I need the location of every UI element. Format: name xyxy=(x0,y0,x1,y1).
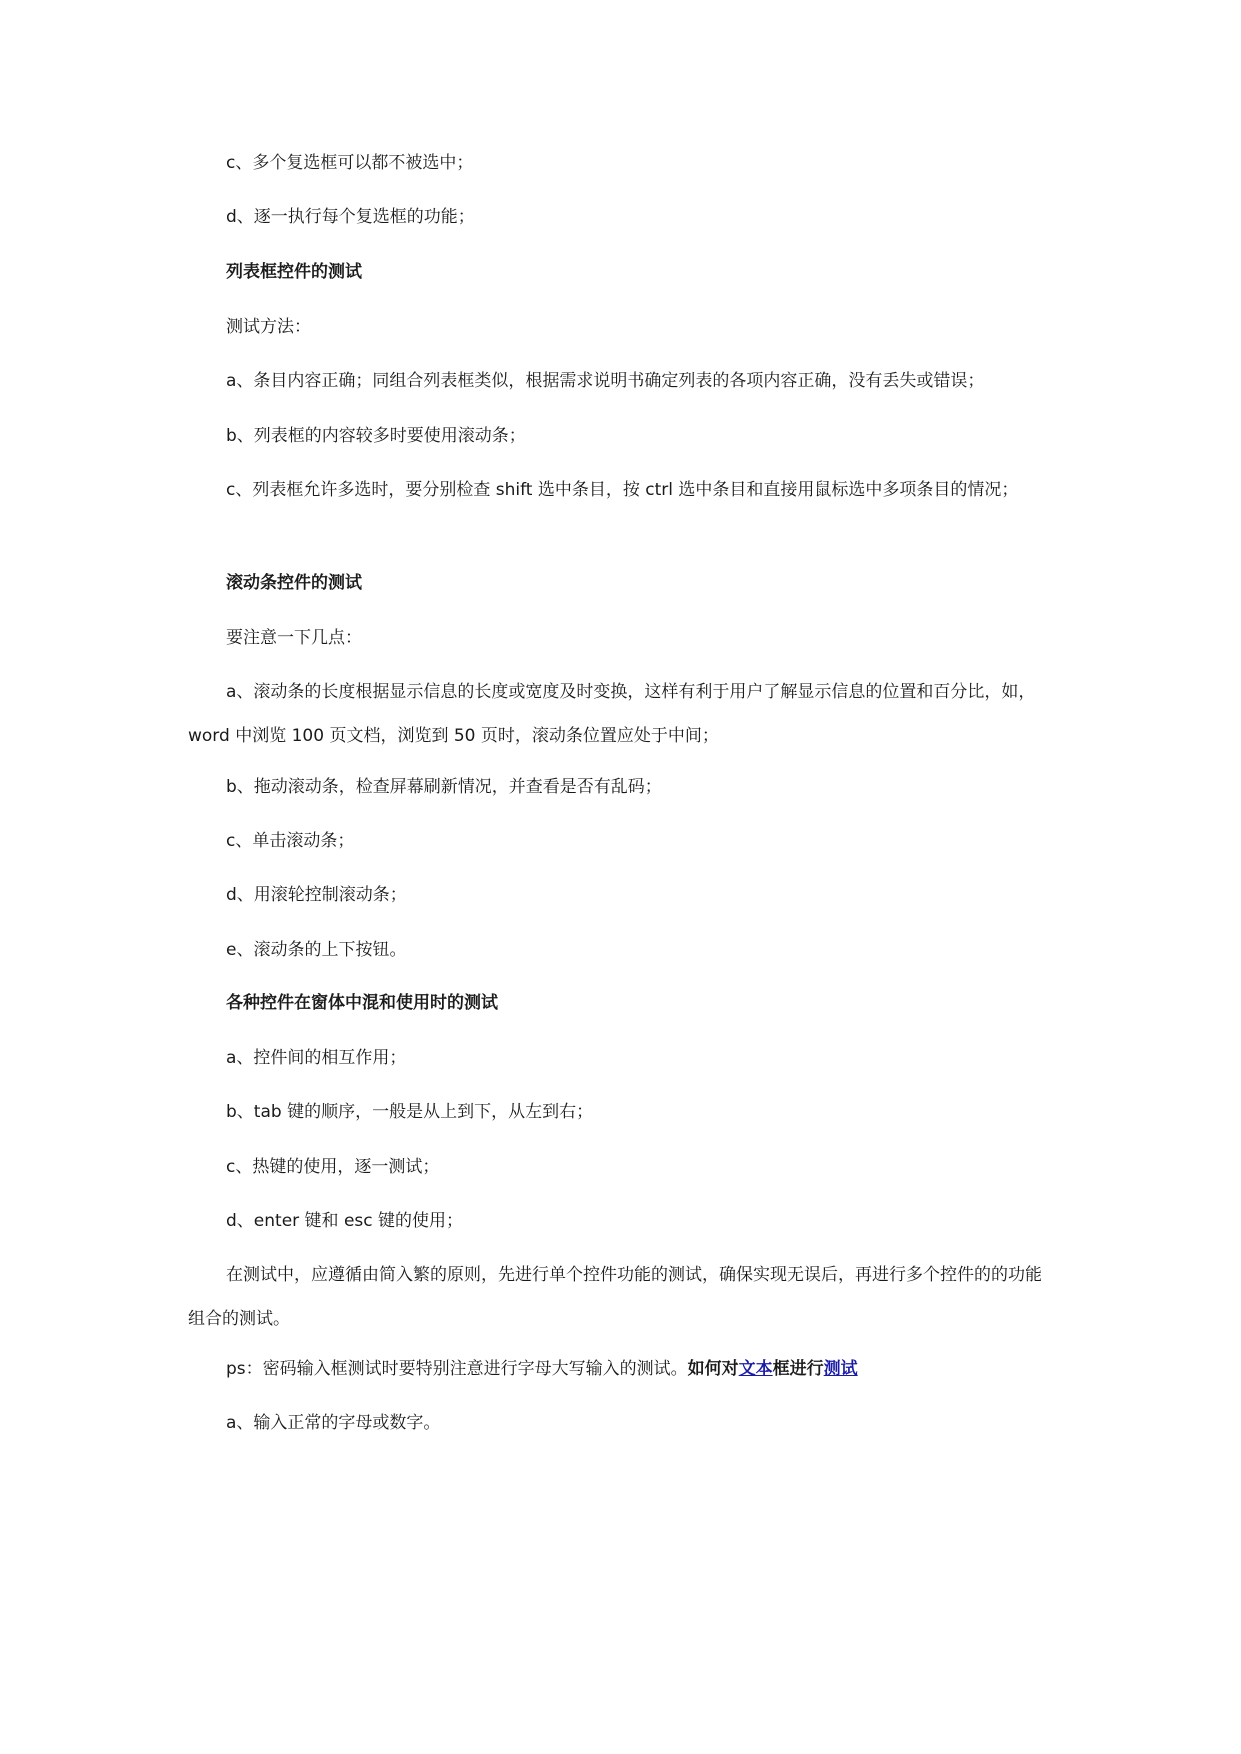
paragraph-textbox-a: a、输入正常的字母或数字。 xyxy=(226,1413,441,1433)
paragraph-principle: 在测试中，应遵循由简入繁的原则，先进行单个控件功能的测试，确保实现无误后，再进行多个控件的的功能组合的测试。 xyxy=(188,1265,1042,1329)
paragraph-listbox-a: a、条目内容正确；同组合列表框类似，根据需求说明书确定列表的各项内容正确，没有丢失或错误； xyxy=(226,371,985,391)
paragraph-listbox-c: c、列表框允许多选时，要分别检查 shift 选中条目，按 ctrl 选中条目和直接用鼠标选中多项条目的情况； xyxy=(226,480,1019,500)
paragraph-scrollbar-d: d、用滚轮控制滚动条； xyxy=(226,885,407,905)
paragraph-scrollbar-b: b、拖动滚动条，检查屏幕刷新情况，并查看是否有乱码； xyxy=(226,777,662,797)
paragraph-mixed-d: d、enter 键和 esc 键的使用； xyxy=(226,1211,464,1231)
paragraph-scrollbar-c: c、单击滚动条； xyxy=(226,831,355,851)
paragraph-ps-note xyxy=(188,1347,1058,1391)
paragraph-checkbox-c: c、多个复选框可以都不被选中； xyxy=(226,153,474,173)
paragraph-mixed-c: c、热键的使用，逐一测试； xyxy=(226,1157,440,1177)
paragraph-test-method: 测试方法： xyxy=(226,317,311,337)
paragraph-scrollbar-a: a、滚动条的长度根据显示信息的长度或宽度及时变换，这样有利于用户了解显示信息的位置和百分比，如，word 中浏览 100 页文档，浏览到 50 页时，滚动条位置应处于中间； xyxy=(188,682,1036,746)
paragraph-mixed-a: a、控件间的相互作用； xyxy=(226,1048,407,1068)
link-testing[interactable]: 测试 xyxy=(823,1359,858,1379)
ps-note-text: ps：密码输入框测试时要特别注意进行字母大写输入的测试。 xyxy=(226,1359,688,1379)
paragraph-note-points: 要注意一下几点： xyxy=(226,628,362,648)
heading-scrollbar-test: 滚动条控件的测试 xyxy=(226,573,362,593)
heading-listbox-test: 列表框控件的测试 xyxy=(226,262,362,282)
link-text-box[interactable]: 文本 xyxy=(738,1359,773,1379)
paragraph-mixed-b: b、tab 键的顺序，一般是从上到下，从左到右； xyxy=(226,1102,594,1122)
ps-bold-text-1: 如何对 xyxy=(687,1359,739,1379)
ps-bold-text-2: 框进行 xyxy=(772,1359,824,1379)
paragraph-listbox-b: b、列表框的内容较多时要使用滚动条； xyxy=(226,426,526,446)
paragraph-checkbox-d: d、逐一执行每个复选框的功能； xyxy=(226,207,475,227)
paragraph-scrollbar-e: e、滚动条的上下按钮。 xyxy=(226,940,407,960)
heading-mixed-controls-test: 各种控件在窗体中混和使用时的测试 xyxy=(226,993,498,1013)
